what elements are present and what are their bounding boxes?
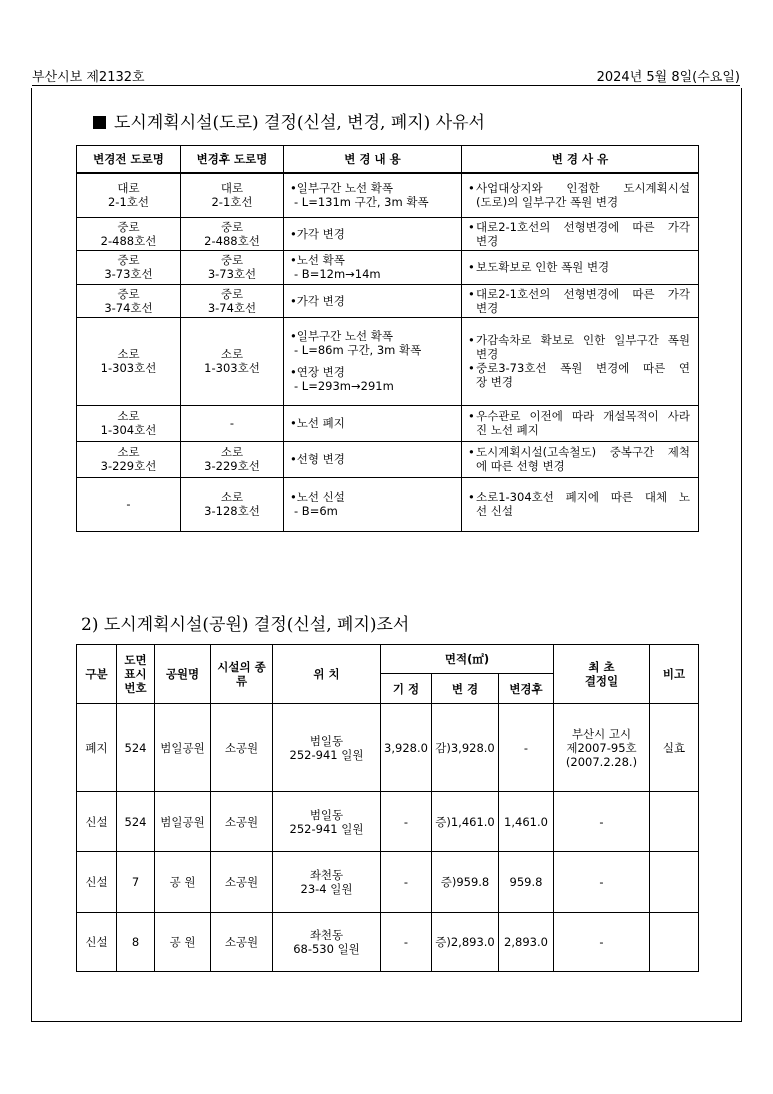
park-decision-table xyxy=(76,644,699,972)
before-road-cell xyxy=(77,250,181,284)
facility-type-cell: 소공원 xyxy=(211,704,273,792)
section1-title xyxy=(93,108,485,133)
reason-bullet xyxy=(468,260,690,274)
reason-line: (도로)의 일부구간 폭원 변경 xyxy=(476,195,619,210)
remarks-cell xyxy=(650,913,699,972)
bullet-icon: • xyxy=(290,181,297,196)
road-name-line: 중로 xyxy=(117,219,140,234)
reason-bullet xyxy=(468,445,690,473)
location-line: 범일동 xyxy=(309,733,344,748)
content-line xyxy=(290,365,458,379)
after-road-cell xyxy=(181,284,284,317)
bullet-icon: • xyxy=(468,409,475,423)
col-location: 위 치 xyxy=(273,645,381,704)
reason-text xyxy=(476,490,690,518)
location-line: 좌천동 xyxy=(309,868,344,882)
first-decision-line: 결정일 xyxy=(584,674,619,688)
road-name-line: 3-74호선 xyxy=(207,300,257,315)
road-table-row xyxy=(77,477,699,531)
location-line: 23-4 일원 xyxy=(300,882,353,896)
content-text: 일부구간 노선 확폭 xyxy=(296,181,393,196)
road-name-line: 중로 xyxy=(117,253,140,267)
road-name-line: 3-73호선 xyxy=(207,267,257,281)
content-line xyxy=(290,181,458,195)
before-road-cell xyxy=(77,477,181,531)
reason-line: 진 노선 폐지 xyxy=(476,423,539,437)
after-road-cell xyxy=(181,250,284,284)
change-reason-cell xyxy=(462,317,699,405)
road-name-line: 중로 xyxy=(220,219,244,234)
bullet-icon: • xyxy=(290,226,297,241)
first-decision-cell xyxy=(554,852,650,913)
reason-text xyxy=(476,220,690,248)
change-reason-cell xyxy=(462,477,699,531)
col-before-road: 변경전 도로명 xyxy=(77,146,181,174)
reason-text xyxy=(476,260,690,274)
area-after-cell: 959.8 xyxy=(499,852,554,913)
content-text: 선형 변경 xyxy=(296,452,345,466)
content-text: 노선 폐지 xyxy=(296,416,345,430)
col-map-number xyxy=(117,645,155,704)
road-name-line: 소로 xyxy=(117,445,140,459)
change-content-cell xyxy=(284,250,462,284)
reason-line: 선 신설 xyxy=(476,504,513,518)
bullet-icon: • xyxy=(290,365,297,379)
road-name-line: 2-488호선 xyxy=(100,233,157,248)
col-area: 면적(㎡) xyxy=(381,645,554,674)
reason-text xyxy=(476,287,690,315)
change-content-cell xyxy=(284,477,462,531)
content-text: - B=12m→14m xyxy=(294,267,381,281)
reason-line: 변경 xyxy=(476,233,499,248)
col-remarks: 비고 xyxy=(650,645,699,704)
bullet-icon: • xyxy=(290,253,297,267)
type-cell: 신설 xyxy=(77,852,117,913)
road-name-line: 2-488호선 xyxy=(204,233,260,248)
reason-line: 대로2-1호선의 선형변경에 따른 가각 xyxy=(476,219,690,234)
before-road-cell xyxy=(77,441,181,477)
content-text: - B=6m xyxy=(294,504,338,518)
content-text: - L=131m 구간, 3m 확폭 xyxy=(294,195,429,210)
after-road-cell xyxy=(181,441,284,477)
reason-bullet xyxy=(468,287,690,315)
content-text: 연장 변경 xyxy=(296,365,345,379)
before-road-cell xyxy=(77,317,181,405)
location-cell xyxy=(273,792,381,852)
reason-bullet xyxy=(468,361,690,389)
park-name-cell: 공 원 xyxy=(155,913,211,972)
road-name-line: 1-303호선 xyxy=(204,361,260,375)
road-name-line: 중로 xyxy=(220,253,244,267)
map-no-line: 도면 xyxy=(124,653,147,667)
header-rule xyxy=(32,85,740,86)
road-name-line: 2-1호선 xyxy=(211,195,253,210)
road-table-row xyxy=(77,317,699,405)
change-content-cell xyxy=(284,317,462,405)
reason-line: 우수관로 이전에 따라 개설목적이 사라 xyxy=(476,409,690,423)
road-name-line: 3-229호선 xyxy=(100,459,157,473)
remarks-cell: 실효 xyxy=(650,704,699,792)
content-text: 노선 확폭 xyxy=(296,253,345,267)
bullet-icon: • xyxy=(468,181,475,196)
map-number-cell: 7 xyxy=(117,852,155,913)
content-line xyxy=(290,227,458,241)
location-line: 좌천동 xyxy=(309,928,344,942)
map-number-cell: 8 xyxy=(117,913,155,972)
change-content-cell xyxy=(284,405,462,441)
map-no-line: 표시 xyxy=(124,667,147,681)
map-number-cell: 524 xyxy=(117,792,155,852)
park-header-row-1 xyxy=(77,645,699,674)
first-decision-line: - xyxy=(599,935,604,949)
area-after-cell: - xyxy=(499,704,554,792)
bulletin-date: 2024년 5월 8일(수요일) xyxy=(596,70,740,85)
after-road-cell xyxy=(181,317,284,405)
content-line xyxy=(290,195,458,209)
bullet-icon: • xyxy=(468,286,475,301)
first-decision-line: 부산시 고시 xyxy=(571,726,632,741)
after-road-cell xyxy=(181,173,284,217)
facility-type-cell: 소공원 xyxy=(211,852,273,913)
road-table-row xyxy=(77,284,699,317)
reason-line: 도시계획시설(고속철도) 중복구간 제척 xyxy=(476,445,690,459)
road-table-row xyxy=(77,217,699,250)
road-name-line: - xyxy=(229,416,235,430)
bullet-icon: • xyxy=(290,416,297,430)
before-road-cell xyxy=(77,217,181,250)
facility-type-cell: 소공원 xyxy=(211,792,273,852)
area-change-cell: 증)2,893.0 xyxy=(432,913,499,972)
bullet-icon: • xyxy=(290,329,297,343)
col-first-decision xyxy=(554,645,650,704)
reason-text xyxy=(476,409,690,437)
first-decision-line: 제2007-95호 xyxy=(566,740,637,755)
road-table-row xyxy=(77,441,699,477)
content-text: 가각 변경 xyxy=(296,226,345,241)
content-line xyxy=(290,267,458,281)
reason-line: 에 따른 선형 변경 xyxy=(476,459,565,473)
road-name-line: 소로 xyxy=(220,347,244,361)
location-cell xyxy=(273,704,381,792)
map-number-cell: 524 xyxy=(117,704,155,792)
first-decision-line: 최 초 xyxy=(588,660,615,674)
area-change-cell: 증)1,461.0 xyxy=(432,792,499,852)
line-gap xyxy=(290,357,458,365)
road-table-row xyxy=(77,405,699,441)
bullet-icon: • xyxy=(468,333,475,347)
section2-title: 2) 도시계획시설(공원) 결정(신설, 폐지)조서 xyxy=(81,615,410,635)
facility-type-cell: 소공원 xyxy=(211,913,273,972)
park-name-cell: 공 원 xyxy=(155,852,211,913)
location-line: 252-941 일원 xyxy=(289,747,364,762)
reason-bullet xyxy=(468,220,690,248)
area-existing-cell: - xyxy=(381,792,432,852)
first-decision-line: - xyxy=(599,875,604,889)
before-road-cell xyxy=(77,284,181,317)
col-after-road: 변경후 도로명 xyxy=(181,146,284,174)
reason-bullet xyxy=(468,181,690,209)
road-name-line: 소로 xyxy=(220,445,244,459)
content-line xyxy=(290,343,458,357)
content-text: 노선 신설 xyxy=(296,490,345,504)
reason-line: 사업대상지와 인접한 도시계획시설 xyxy=(476,181,690,196)
reason-line: 소로1-304호선 폐지에 따른 대체 노 xyxy=(476,490,690,504)
road-name-line: 소로 xyxy=(117,409,140,423)
reason-text xyxy=(476,181,690,209)
col-type: 구분 xyxy=(77,645,117,704)
content-text: - L=293m→291m xyxy=(294,379,394,393)
first-decision-cell xyxy=(554,913,650,972)
area-after-cell: 2,893.0 xyxy=(499,913,554,972)
content-line xyxy=(290,490,458,504)
remarks-cell xyxy=(650,852,699,913)
road-name-line: 1-304호선 xyxy=(100,423,157,437)
bullet-icon: • xyxy=(290,490,297,504)
bullet-icon: • xyxy=(468,219,475,234)
reason-line: 가감속차로 확보로 인한 일부구간 폭원 xyxy=(476,333,690,347)
reason-line: 보도확보로 인한 폭원 변경 xyxy=(476,260,610,274)
type-cell: 폐지 xyxy=(77,704,117,792)
after-road-cell xyxy=(181,405,284,441)
before-road-cell xyxy=(77,173,181,217)
col-change-content: 변 경 내 용 xyxy=(284,146,462,174)
content-line xyxy=(290,379,458,393)
content-line xyxy=(290,416,458,430)
location-line: 범일동 xyxy=(309,807,344,822)
change-reason-cell xyxy=(462,250,699,284)
type-cell: 신설 xyxy=(77,913,117,972)
area-change-cell: 증)959.8 xyxy=(432,852,499,913)
col-park-name: 공원명 xyxy=(155,645,211,704)
road-name-line: 중로 xyxy=(117,286,140,301)
first-decision-line: (2007.2.28.) xyxy=(565,754,638,769)
bullet-icon: • xyxy=(468,490,475,504)
col-change-reason: 변 경 사 유 xyxy=(462,146,699,174)
reason-text xyxy=(476,445,690,473)
reason-bullet xyxy=(468,333,690,361)
reason-text xyxy=(476,333,690,361)
road-name-line: 대로 xyxy=(117,181,140,196)
reason-line: 변경 xyxy=(476,300,499,315)
remarks-cell xyxy=(650,792,699,852)
location-line: 68-530 일원 xyxy=(293,942,360,956)
location-cell xyxy=(273,852,381,913)
col-area-existing: 기 정 xyxy=(381,674,432,704)
location-cell xyxy=(273,913,381,972)
reason-bullet xyxy=(468,409,690,437)
change-reason-cell xyxy=(462,405,699,441)
road-name-line: 3-128호선 xyxy=(204,504,260,518)
location-line: 252-941 일원 xyxy=(289,821,364,836)
area-existing-cell: - xyxy=(381,913,432,972)
first-decision-line: - xyxy=(599,814,604,829)
change-reason-cell xyxy=(462,441,699,477)
first-decision-cell xyxy=(554,792,650,852)
change-reason-cell xyxy=(462,217,699,250)
area-after-cell: 1,461.0 xyxy=(499,792,554,852)
change-reason-cell xyxy=(462,284,699,317)
after-road-cell xyxy=(181,217,284,250)
change-content-cell xyxy=(284,441,462,477)
reason-text xyxy=(476,361,690,389)
reason-line: 장 변경 xyxy=(476,375,513,389)
content-line xyxy=(290,294,458,308)
road-table-row xyxy=(77,173,699,217)
content-line xyxy=(290,452,458,466)
reason-line: 대로2-1호선의 선형변경에 따른 가각 xyxy=(476,286,690,301)
park-table-row xyxy=(77,913,699,972)
col-facility-type: 시설의 종류 xyxy=(211,645,273,704)
after-road-cell xyxy=(181,477,284,531)
road-change-table xyxy=(76,145,699,532)
change-content-cell xyxy=(284,284,462,317)
park-table-row xyxy=(77,792,699,852)
before-road-cell xyxy=(77,405,181,441)
col-area-after: 변경후 xyxy=(499,674,554,704)
section1-title-text: 도시계획시설(도로) 결정(신설, 변경, 폐지) 사유서 xyxy=(114,113,485,133)
road-name-line: 3-73호선 xyxy=(104,267,153,281)
content-line xyxy=(290,329,458,343)
bullet-icon: • xyxy=(468,445,475,459)
reason-line: 중로3-73호선 폭원 변경에 따른 연 xyxy=(476,361,690,375)
reason-line: 변경 xyxy=(476,347,499,361)
map-no-line: 번호 xyxy=(124,681,147,695)
content-text: - L=86m 구간, 3m 확폭 xyxy=(294,343,422,357)
road-name-line: 소로 xyxy=(220,490,244,504)
content-text: 일부구간 노선 확폭 xyxy=(296,329,393,343)
content-line xyxy=(290,253,458,267)
area-existing-cell: - xyxy=(381,852,432,913)
road-name-line: 중로 xyxy=(220,286,244,301)
type-cell: 신설 xyxy=(77,792,117,852)
bullet-icon: • xyxy=(468,361,475,375)
area-existing-cell: 3,928.0 xyxy=(381,704,432,792)
road-table-row xyxy=(77,250,699,284)
park-table-row xyxy=(77,704,699,792)
bulletin-issue: 부산시보 제2132호 xyxy=(32,70,145,85)
road-name-line: 소로 xyxy=(117,347,140,361)
area-change-cell: 감)3,928.0 xyxy=(432,704,499,792)
road-name-line: 3-74호선 xyxy=(104,300,153,315)
reason-bullet xyxy=(468,490,690,518)
bullet-icon: • xyxy=(290,293,297,308)
road-name-line: 2-1호선 xyxy=(107,195,149,210)
road-name-line: 3-229호선 xyxy=(204,459,260,473)
road-table-header xyxy=(77,146,699,174)
first-decision-cell xyxy=(554,704,650,792)
col-area-change: 변 경 xyxy=(432,674,499,704)
bullet-icon: • xyxy=(290,452,297,466)
park-name-cell: 범일공원 xyxy=(155,792,211,852)
road-name-line: 1-303호선 xyxy=(100,361,157,375)
change-content-cell xyxy=(284,217,462,250)
change-content-cell xyxy=(284,173,462,217)
road-name-line: 대로 xyxy=(220,181,244,196)
park-name-cell: 범일공원 xyxy=(155,704,211,792)
bullet-icon: • xyxy=(468,260,475,274)
park-table-row xyxy=(77,852,699,913)
square-bullet-icon xyxy=(93,116,106,129)
road-name-line: - xyxy=(126,497,131,511)
content-text: 가각 변경 xyxy=(296,293,345,308)
change-reason-cell xyxy=(462,173,699,217)
content-line xyxy=(290,504,458,518)
